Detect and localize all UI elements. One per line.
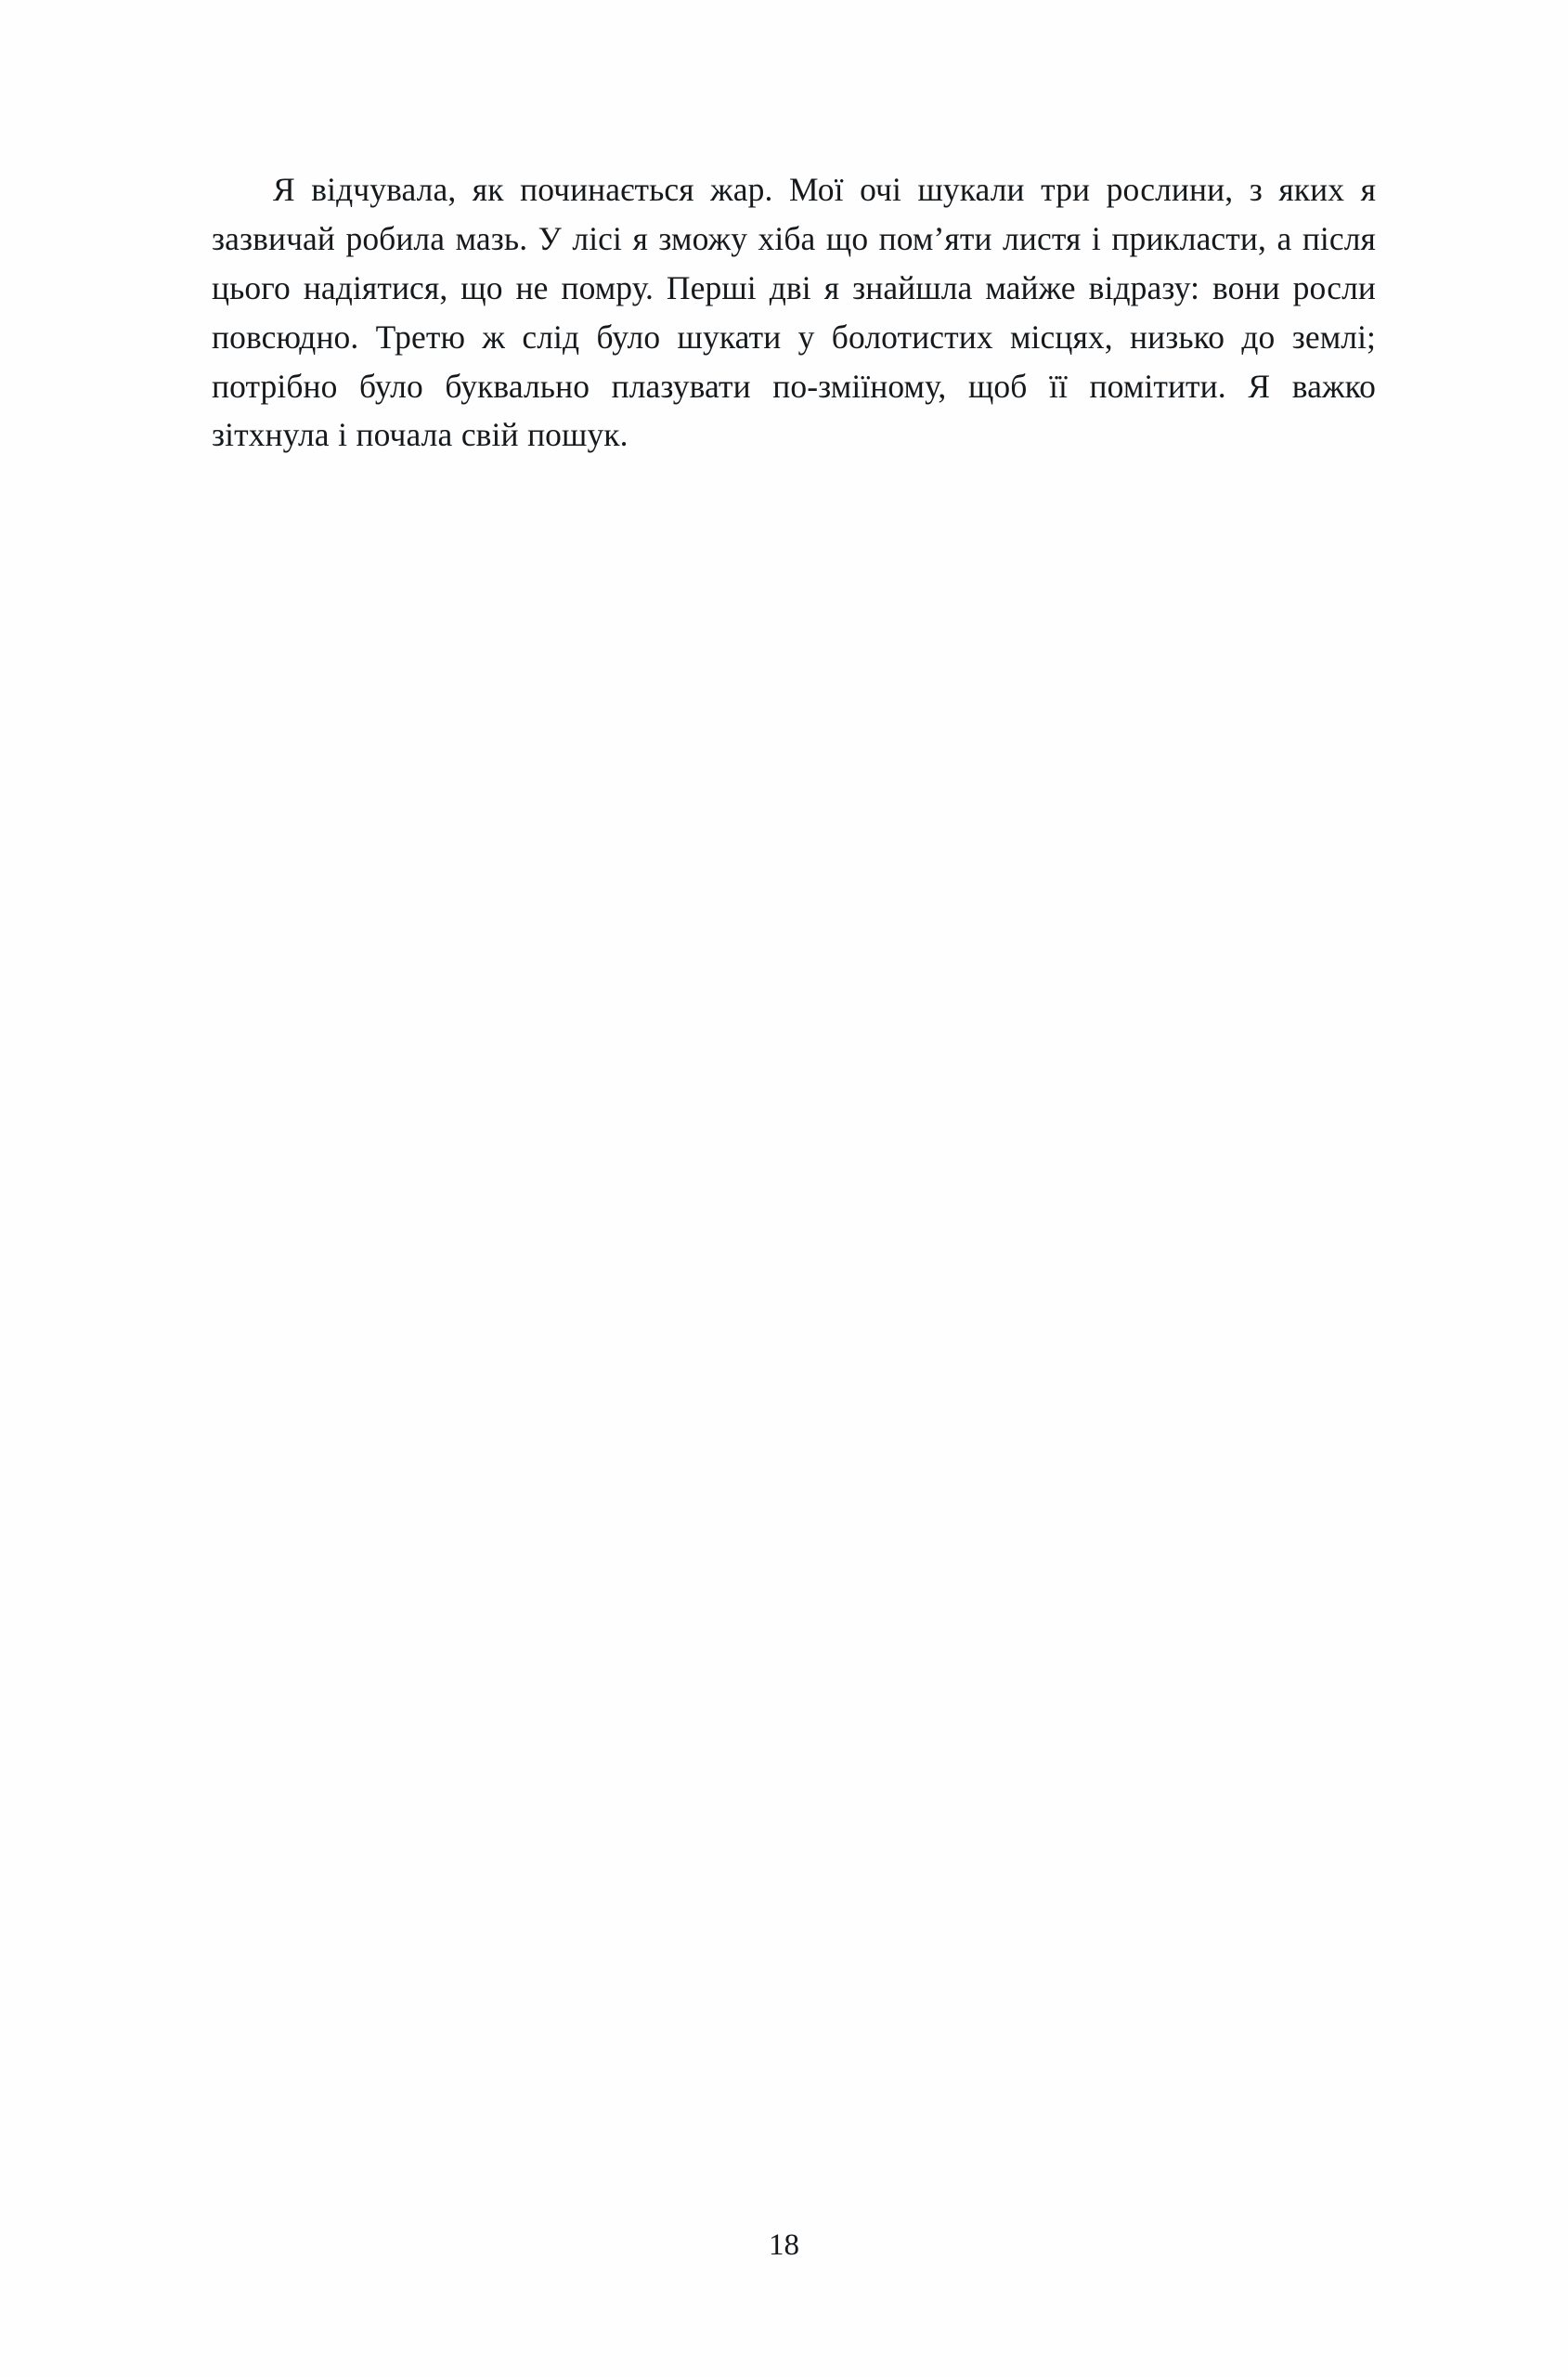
body-paragraph: Я відчувала, як починається жар. Мої очі шукали три рослини, з яких я зазвичай робила мазь. У лісі я зможу хіба що пом’яти листя і прикласти, а після цього надіятися, що не помру. Перші дві я знайшла майже відразу: вони росли повсюдно. Третю ж слід було шукати у болотистих місцях, низько до землі; потрібно було буквально плазувати по-зміїному, щоб її помітити. Я важко зітхнула і почала свій пошук. [212, 171, 1376, 454]
page-number: 18 [769, 2228, 799, 2262]
body-text-block [212, 165, 1376, 460]
